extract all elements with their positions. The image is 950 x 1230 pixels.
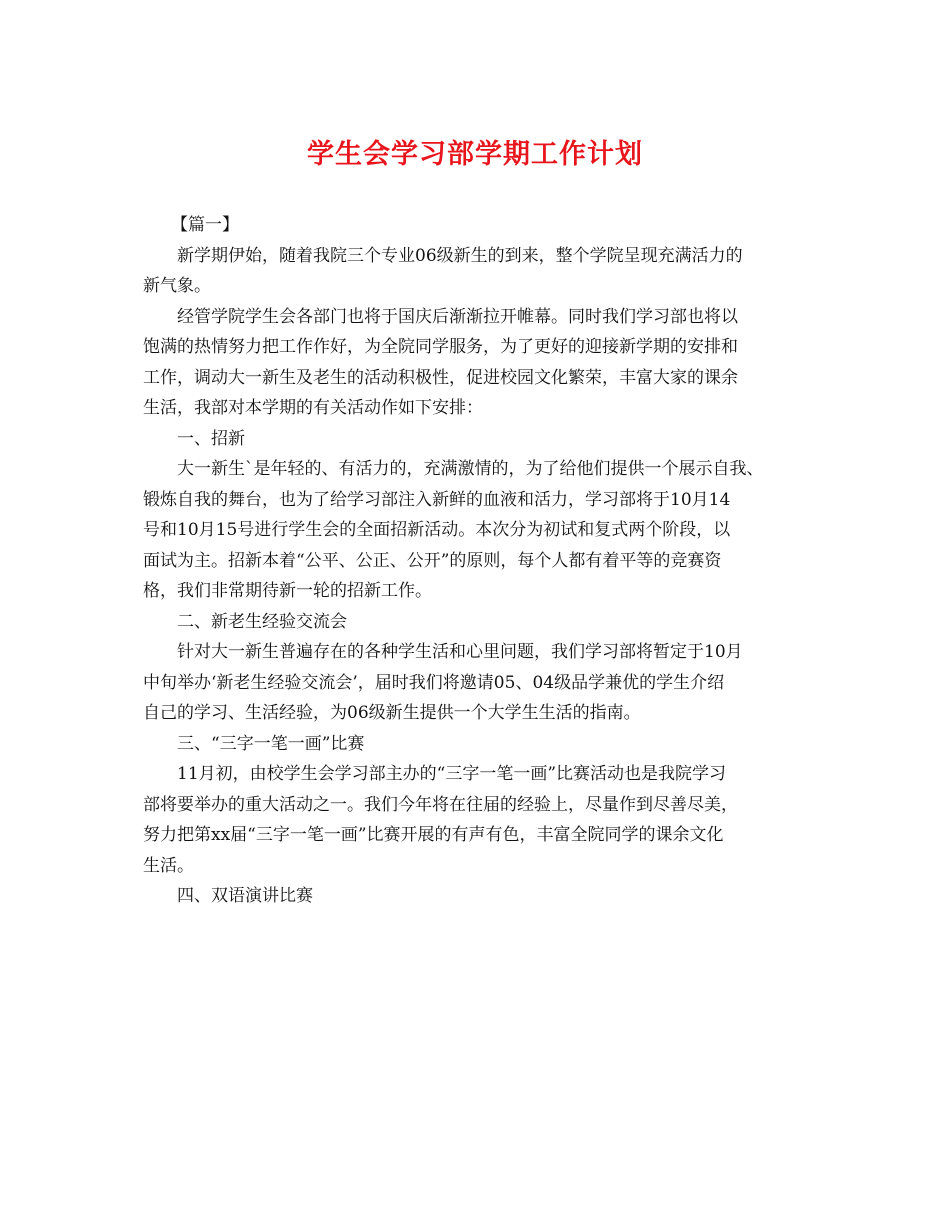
paragraph-line: 格，我们非常期待新一轮的招新工作。 bbox=[143, 581, 432, 601]
document-body bbox=[143, 210, 823, 912]
paragraph-line: 自己的学习、生活经验，为06级新生提供一个大学生生活的指南。 bbox=[143, 703, 641, 723]
paragraph-line: 工作，调动大一新生及老生的活动积极性，促进校园文化繁荣，丰富大家的课余 bbox=[143, 367, 738, 388]
paragraph-line: 大一新生`是年轻的、有活力的，充满激情的，为了给他们提供一个展示自我、 bbox=[177, 459, 764, 479]
paragraph-line: 号和10月15号进行学生会的全面招新活动。本次分为初试和复式两个阶段，以 bbox=[143, 520, 731, 540]
paragraph-line: 锻炼自我的舞台，也为了给学习部注入新鲜的血液和活力，学习部将于10月14 bbox=[143, 489, 731, 510]
paragraph-line: 生活，我部对本学期的有关活动作如下安排： bbox=[143, 398, 483, 418]
section-heading: 三、“三字一笔一画”比赛 bbox=[177, 733, 365, 754]
part-label: 【篇一】 bbox=[171, 215, 239, 235]
paragraph-line: 经管学院学生会各部门也将于国庆后渐渐拉开帷幕。同时我们学习部也将以 bbox=[177, 306, 738, 327]
paragraph-line: 中旬举办‘新老生经验交流会’，届时我们将邀请05、04级品学兼优的学生介绍 bbox=[143, 672, 725, 693]
section-heading: 四、双语演讲比赛 bbox=[177, 886, 313, 906]
paragraph-line: 针对大一新生普遍存在的各种学生活和心里问题，我们学习部将暂定于10月 bbox=[177, 642, 743, 662]
document-title: 学生会学习部学期工作计划 bbox=[307, 139, 643, 170]
paragraph-line: 生活。 bbox=[143, 855, 194, 876]
section-heading: 二、新老生经验交流会 bbox=[177, 611, 347, 632]
paragraph-line: 新学期伊始，随着我院三个专业06级新生的到来，整个学院呈现充满活力的 bbox=[177, 245, 743, 266]
paragraph-line: 努力把第xx届“三字一笔一画”比赛开展的有声有色，丰富全院同学的课余文化 bbox=[143, 825, 724, 845]
paragraph-line: 部将要举办的重大活动之一。我们今年将在往届的经验上，尽量作到尽善尽美， bbox=[143, 794, 738, 815]
paragraph-line: 新气象。 bbox=[143, 276, 211, 296]
paragraph-line: 11月初，由校学生会学习部主办的“三字一笔一画”比赛活动也是我院学习 bbox=[177, 764, 727, 784]
paragraph-line: 饱满的热情努力把工作作好，为全院同学服务，为了更好的迎接新学期的安排和 bbox=[143, 337, 738, 357]
paragraph-line: 面试为主。招新本着“公平、公正、公开”的原则，每个人都有着平等的竞赛资 bbox=[143, 550, 722, 571]
section-heading: 一、招新 bbox=[177, 428, 245, 449]
